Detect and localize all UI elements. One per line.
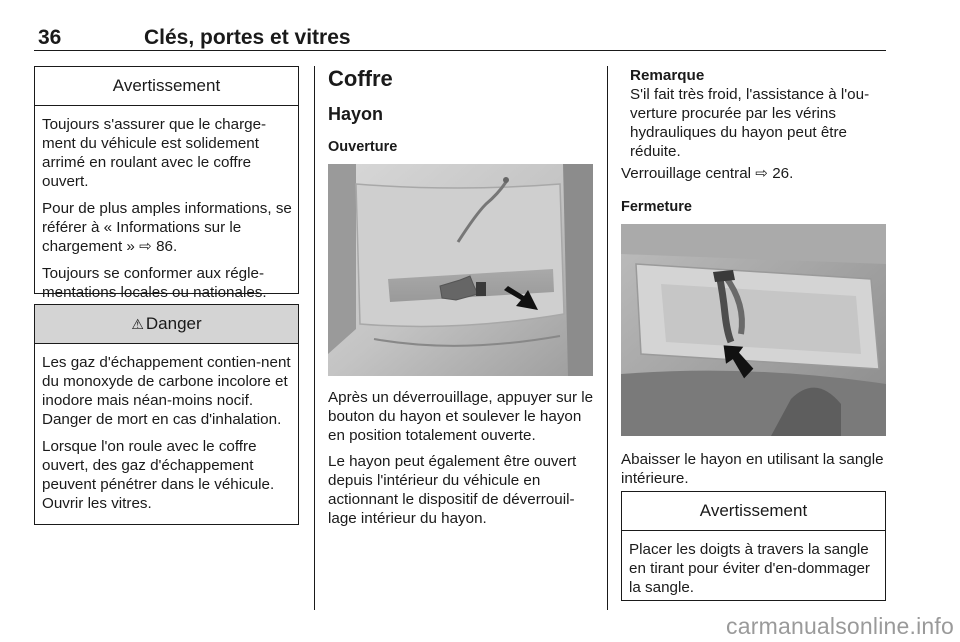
warning-box-left [34, 66, 299, 301]
warning-box-right-text: Placer les doigts à travers la sangle en tirant pour éviter d'en-dommager la sangle. [629, 541, 870, 596]
central-lock-text: Verrouillage central [621, 165, 756, 182]
closing-text: Abaisser le hayon en utilisant la sangle intérieure. [621, 451, 884, 487]
warning-triangle-icon: ⚠ [131, 315, 144, 332]
tailgate-strap-svg [621, 224, 886, 436]
page-number: 36 [38, 26, 62, 49]
central-lock-page: 26. [772, 165, 794, 182]
opening-paragraph-2: Le hayon peut également être ouvert depuis l'intérieur du véhicule en actionnant le dispositif de déverrouil-lage intérieur du hayon. [328, 453, 577, 527]
opening-paragraph-1: Après un déverrouillage, appuyer sur le bouton du hayon et soulever le hayon en position totalement ouverte. [328, 389, 594, 444]
note-block [630, 66, 886, 161]
warning-box-body [35, 106, 298, 302]
column-divider-right [607, 66, 608, 610]
danger-box-header [35, 305, 298, 344]
warning-paragraph-2 [42, 199, 292, 256]
warning-ref-page: 86. [156, 238, 178, 255]
closing-heading: Fermeture [621, 199, 692, 215]
column-divider-left [314, 66, 315, 610]
warning-paragraph-1: Toujours s'assurer que le charge-ment du véhicule est solidement arrimé en roulant avec le coffre ouvert. [42, 116, 267, 190]
opening-heading: Ouverture [328, 139, 398, 155]
central-lock-ref [621, 164, 886, 183]
watermark: carmanualsonline.info [726, 613, 954, 639]
opening-text [328, 388, 598, 535]
warning-box-right [621, 491, 886, 601]
chapter-title: Clés, portes et vitres [144, 26, 351, 49]
tailgate-button-svg [328, 164, 593, 376]
page-ref-arrow-icon: ⇨ [755, 165, 768, 182]
note-text: S'il fait très froid, l'assistance à l'ou-verture procurée par les vérins hydrauliques du hayon peut être réduite. [630, 86, 870, 160]
danger-box-body [35, 344, 298, 513]
page-ref-arrow-icon: ⇨ [139, 238, 152, 255]
danger-paragraph-2: Lorsque l'on roule avec le coffre ouvert, des gaz d'échappement peuvent pénétrer dans le véhicule. Ouvrir les vitres. [42, 438, 275, 512]
page-header [34, 24, 886, 51]
warning-box-title: Avertissement [35, 67, 298, 106]
tailgate-strap-illustration [621, 224, 886, 436]
section-title: Coffre [328, 66, 393, 91]
subsection-title: Hayon [328, 104, 384, 124]
tailgate-button-illustration [328, 164, 593, 376]
danger-box-title: Danger [145, 314, 202, 333]
danger-paragraph-1: Les gaz d'échappement contien-nent du monoxyde de carbone incolore et inodore mais néan-moins nocif. Danger de mort en cas d'inhalation. [42, 354, 291, 428]
note-title: Remarque [630, 67, 705, 84]
warning-paragraph-2-text: Pour de plus amples informations, se référer à « Informations sur le chargement » [42, 200, 292, 255]
warning-box-right-title: Avertissement [622, 492, 885, 531]
danger-box [34, 304, 299, 525]
warning-paragraph-3: Toujours se conformer aux régle-mentations locales ou nationales. [42, 265, 267, 301]
